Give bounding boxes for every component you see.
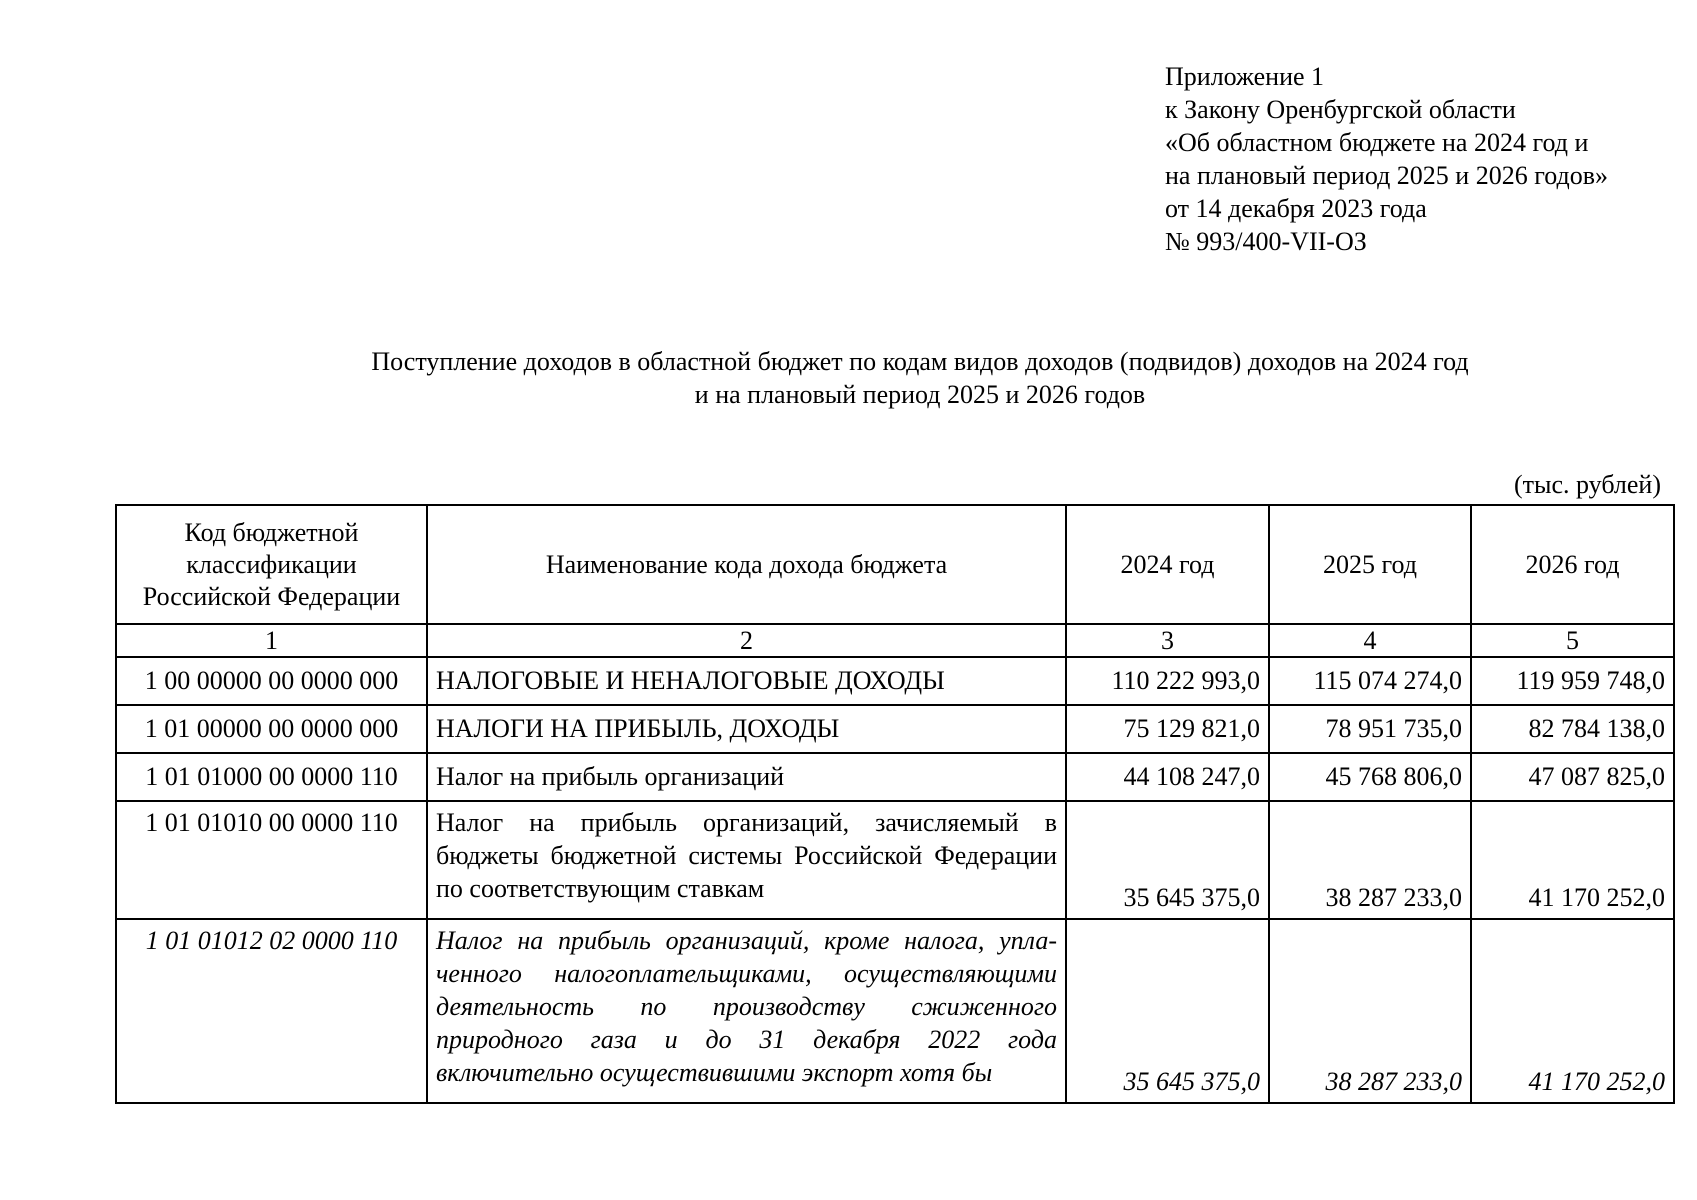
column-number: 3	[1066, 624, 1269, 657]
row-value-2026: 41 170 252,0	[1471, 801, 1674, 919]
income-table	[115, 504, 1675, 1104]
header-name: Наименование кода дохода бюджета	[427, 505, 1066, 624]
title-line-2: и на плановый период 2025 и 2026 годов	[694, 380, 1146, 409]
table-row	[116, 801, 1674, 919]
document-title	[115, 345, 1697, 411]
row-value-2024: 35 645 375,0	[1066, 919, 1269, 1103]
row-value-2025: 115 074 274,0	[1269, 657, 1471, 705]
row-name: Налог на прибыль организаций	[427, 753, 1066, 801]
row-value-2025: 38 287 233,0	[1269, 801, 1471, 919]
table-row	[116, 919, 1674, 1103]
title-line-1: Поступление доходов в областной бюджет по кодам видов доходов (подвидов) доходов на 2024 год	[371, 347, 1469, 376]
table-row	[116, 705, 1674, 753]
row-value-2024: 44 108 247,0	[1066, 753, 1269, 801]
column-number: 5	[1471, 624, 1674, 657]
row-name: Налог на прибыль организаций, кроме налога, уплаченного налогоплательщиками, осуществляющими деятельность по производству сжиженного природного газа и до 31 декабря 2022 года включительно осуществившими экспорт хотя бы	[427, 919, 1066, 1103]
row-code: 1 00 00000 00 0000 000	[116, 657, 427, 705]
appendix-line: «Об областном бюджете на 2024 год и	[1165, 128, 1589, 157]
header-2026: 2026 год	[1471, 505, 1674, 624]
row-code: 1 01 01010 00 0000 110	[116, 801, 427, 919]
row-value-2026: 41 170 252,0	[1471, 919, 1674, 1103]
row-value-2026: 119 959 748,0	[1471, 657, 1674, 705]
row-value-2025: 38 287 233,0	[1269, 919, 1471, 1103]
row-value-2024: 35 645 375,0	[1066, 801, 1269, 919]
row-value-2024: 110 222 993,0	[1066, 657, 1269, 705]
appendix-line: от 14 декабря 2023 года	[1165, 194, 1427, 223]
column-number: 1	[116, 624, 427, 657]
appendix-line: № 993/400-VII-ОЗ	[1165, 227, 1367, 256]
table-row	[116, 657, 1674, 705]
appendix-block	[1165, 60, 1608, 258]
units-label: (тыс. рублей)	[1513, 470, 1661, 499]
row-value-2026: 82 784 138,0	[1471, 705, 1674, 753]
row-name: НАЛОГОВЫЕ И НЕНАЛОГОВЫЕ ДОХОДЫ	[427, 657, 1066, 705]
appendix-line: Приложение 1	[1165, 62, 1325, 91]
header-2024: 2024 год	[1066, 505, 1269, 624]
header-code: Код бюджетной классификации Российской Федерации	[116, 505, 427, 624]
header-2025: 2025 год	[1269, 505, 1471, 624]
column-number: 4	[1269, 624, 1471, 657]
row-code: 1 01 01012 02 0000 110	[116, 919, 427, 1103]
row-code: 1 01 01000 00 0000 110	[116, 753, 427, 801]
appendix-line: на плановый период 2025 и 2026 годов»	[1165, 161, 1608, 190]
table-row	[116, 753, 1674, 801]
row-name: НАЛОГИ НА ПРИБЫЛЬ, ДОХОДЫ	[427, 705, 1066, 753]
row-value-2026: 47 087 825,0	[1471, 753, 1674, 801]
row-value-2025: 45 768 806,0	[1269, 753, 1471, 801]
appendix-line: к Закону Оренбургской области	[1165, 95, 1516, 124]
row-code: 1 01 00000 00 0000 000	[116, 705, 427, 753]
row-name: Налог на прибыль организаций, зачисляемый в бюджеты бюджетной системы Российской Федерации по соответствующим ставкам	[427, 801, 1066, 919]
row-value-2025: 78 951 735,0	[1269, 705, 1471, 753]
column-number-row	[116, 624, 1674, 657]
row-value-2024: 75 129 821,0	[1066, 705, 1269, 753]
column-number: 2	[427, 624, 1066, 657]
table-header-row	[116, 505, 1674, 624]
